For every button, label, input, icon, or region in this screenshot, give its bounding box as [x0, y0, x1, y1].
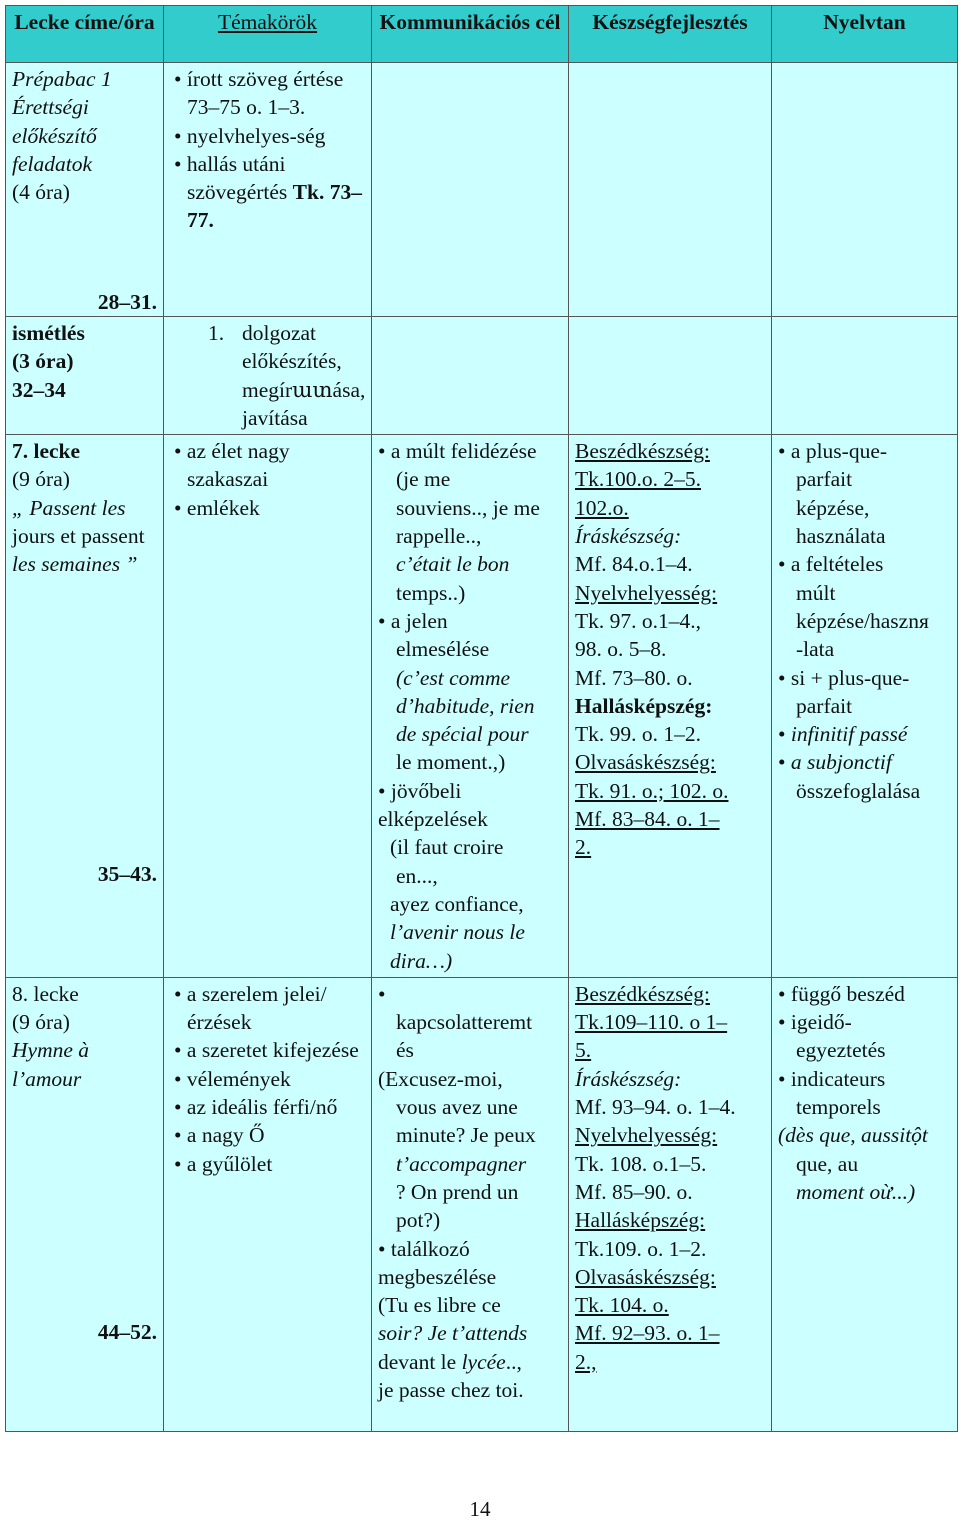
table-row: [6, 317, 958, 435]
table-row: [6, 63, 958, 317]
list-item: 1. dolgozat előkészítés, megírատása, javítása: [208, 321, 366, 430]
comm-cell: [372, 317, 569, 435]
list-item: • vélemények: [170, 1065, 365, 1093]
list-item: • írott szöveg értése 73–75 o. 1–3.: [170, 65, 365, 122]
list-item: • si + plus-que- parfait: [778, 665, 910, 718]
lesson-hours-range: 44–52.: [97, 1319, 157, 1344]
list-item: • a feltételes múlt képzése/hasznя -lata: [778, 552, 929, 662]
lesson-cell: ismétlés (3 óra) 32–34: [6, 317, 164, 435]
grammar-cell: [772, 317, 958, 435]
lesson-subtitle: „ Passent les jours et passent les semaines ”: [12, 495, 145, 577]
list-item: • a gyűlölet: [170, 1150, 365, 1178]
skills-cell: [569, 317, 772, 435]
grammar-cell: [772, 977, 958, 1431]
header-grammar: Nyelvtan: [772, 6, 958, 63]
list-item: • a nagy Ő: [170, 1121, 365, 1149]
comm-cell: [372, 435, 569, 978]
lesson-cell: [6, 435, 164, 978]
skills-cell: Beszédkészség: Tk.109–110. o 1– 5. Íráskészség: Mf. 93–94. o. 1–4. Nyelvhelyesség: Tk. 108. o.1–5. Mf. 85–90. o. Hallásképszég: Tk.109. o. 1–2. Olvasáskészség: Tk. 104. o. Mf. 92–93. o. 1– 2.,: [569, 977, 772, 1431]
lesson-subtitle: Hymne à l’amour: [12, 1038, 90, 1091]
lesson-title: 7. lecke: [12, 439, 81, 464]
table-row: [6, 435, 958, 978]
grammar-cell: [772, 435, 958, 978]
list-item: • az ideális férfi/nő: [170, 1093, 365, 1121]
list-item: • kapcsolatteremt és (Excusez-moi, vous avez une minute? Je peux t’accompagner ? On prend un pot?): [378, 981, 536, 1233]
lesson-hours-count: (4 óra): [12, 180, 70, 205]
list-item: • a szerelem jelei/érzések: [170, 980, 365, 1037]
lesson-hours-count: (9 óra): [12, 1010, 70, 1035]
list-item: (dès que, aussitột que, au moment oừ...): [778, 1123, 928, 1204]
skills-cell: [569, 63, 772, 317]
lesson-title: 8. lecke: [12, 981, 79, 1006]
table-row: [6, 977, 958, 1431]
list-item: • nyelvhelyes-ség: [170, 122, 365, 150]
list-item: • a subjonctif összefoglalása: [778, 750, 921, 803]
list-item: • az élet nagy szakaszai: [170, 437, 365, 494]
grammar-cell: [772, 63, 958, 317]
comm-cell: [372, 977, 569, 1431]
list-item: • a plus-que- parfait képzése, használata: [778, 439, 888, 549]
curriculum-page: [5, 5, 957, 1432]
page-number: 14: [469, 1497, 491, 1521]
comm-cell: [372, 63, 569, 317]
lesson-title: Prépabac 1 Érettségi előkészítő feladatok: [12, 67, 112, 176]
list-item: • a szeretet kifejezése: [170, 1036, 365, 1064]
list-item: • függő beszéd: [778, 981, 905, 1006]
skills-cell: Beszédkészség: Tk.100.o. 2–5. 102.o. Íráskészség: Mf. 84.o.1–4. Nyelvhelyesség: Tk. 97. o.1–4., 98. o. 5–8. Mf. 73–80. o. Hallásképszég: Tk. 99. o. 1–2. Olvasáskészség: Tk. 91. o.; 102. o. Mf. 83–84. o. 1– 2.: [569, 435, 772, 978]
header-communicative-goal: Kommunikációs cél: [372, 6, 569, 63]
list-item: • infinitif passé: [778, 722, 908, 747]
curriculum-table: [5, 5, 958, 1432]
header-topics: Témakörök: [164, 6, 372, 63]
header-lesson-title: Lecke címe/óra: [6, 6, 164, 63]
lesson-hours-range: 35–43.: [97, 862, 157, 887]
topics-cell: [164, 317, 372, 435]
list-item: • indicateurs temporels: [778, 1066, 886, 1120]
list-item: • igeidő- egyeztetés: [778, 1010, 886, 1063]
lesson-cell: [6, 977, 164, 1431]
list-item: • a múlt felidézése (je me souviens.., je me rappelle.., c’était le bon temps..): [378, 439, 540, 605]
topics-cell: [164, 435, 372, 978]
lesson-hours-count: (9 óra): [12, 467, 70, 492]
table-header-row: [6, 6, 958, 63]
list-item: • a jelen elmesélése (c’est comme d’habitude, rien de spécial pour le moment.,): [378, 608, 535, 775]
lesson-cell: [6, 63, 164, 317]
lesson-hours-range: 28–31.: [97, 289, 157, 314]
list-item: • találkozó megbeszélése (Tu es libre ce soir? Je t’attends devant le lycée.., je passe chez toi.: [378, 1236, 528, 1402]
list-item: • emlékek: [170, 494, 365, 522]
topics-cell: [164, 63, 372, 317]
header-skills: Készségfejlesztés: [569, 6, 772, 63]
list-item: • jövőbeli elképzelések (il faut croire en..., ayez confiance, l’avenir nous le dira…): [378, 778, 525, 973]
topics-cell: [164, 977, 372, 1431]
list-item: • hallás utáni szövegértés Tk. 73–77.: [170, 150, 365, 235]
